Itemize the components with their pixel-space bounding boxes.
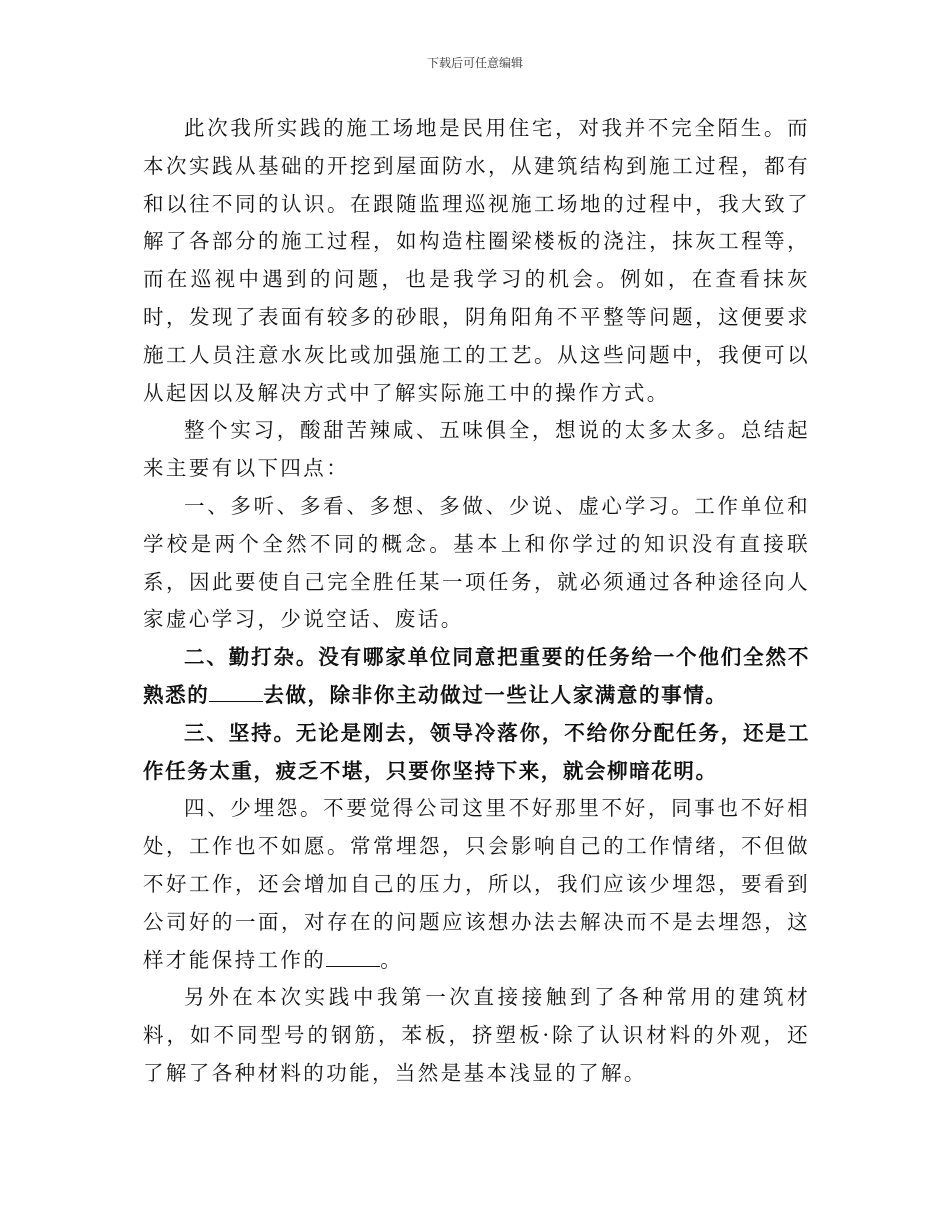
page-header: 下载后可任意编辑 — [426, 56, 523, 70]
paragraph-point-four — [143, 790, 810, 979]
point-two-text-before: 二、勤打杂。没有哪家单位同意把重要的任务给一个他们全然不熟悉的 — [143, 645, 810, 707]
document-body — [143, 110, 810, 1093]
paragraph-point-one: 一、多听、多看、多想、多做、少说、虚心学习。工作单位和学校是两个全然不同的概念。基本上和你学过的知识没有直接联系，因此要使自己完全胜任某一项任务，就必须通过各种途径向人家虚心学习，少说空话、废话。 — [143, 493, 810, 632]
point-two-text-after: 去做，除非你主动做过一些让人家满意的事情。 — [263, 682, 728, 707]
paragraph-point-three: 三、坚持。无论是刚去，领导冷落你，不给你分配任务，还是工作任务太重，疲乏不堪，只要你坚持下来，就会柳暗花明。 — [143, 720, 810, 783]
point-four-text-before: 四、少埋怨。不要觉得公司这里不好那里不好，同事也不好相处，工作也不如愿。常常埋怨，只会影响自己的工作情绪，不但做不好工作，还会增加自己的压力，所以，我们应该少埋怨，要看到公司好的一面，对存在的问题应该想办法去解决而不是去埋怨，这样才能保持工作的 — [143, 796, 810, 972]
point-four-text-after: 。 — [380, 947, 404, 972]
paragraph-point-two — [143, 639, 810, 715]
paragraph-materials: 另外在本次实践中我第一次直接接触到了各种常用的建筑材料，如不同型号的钢筋，苯板，挤塑板·除了认识材料的外观，还了解了各种材料的功能，当然是基本浅显的了解。 — [143, 985, 810, 1085]
paragraph-construction-site: 此次我所实践的施工场地是民用住宅，对我并不完全陌生。而本次实践从基础的开挖到屋面防水，从建筑结构到施工过程，都有和以往不同的认识。在跟随监理巡视施工场地的过程中，我大致了解了各部分的施工过程，如构造柱圈梁楼板的浇注，抹灰工程等，而在巡视中遇到的问题，也是我学习的机会。例如，在查看抹灰时，发现了表面有较多的砂眼，阴角阳角不平整等问题，这便要求施工人员注意水灰比或加强施工的工艺。从这些问题中，我便可以从起因以及解决方式中了解实际施工中的操作方式。 — [143, 116, 810, 405]
fill-in-blank — [209, 680, 263, 702]
fill-in-blank — [326, 945, 380, 967]
paragraph-summary-intro: 整个实习，酸甜苦辣咸、五味俱全，想说的太多太多。总结起来主要有以下四点： — [143, 418, 810, 481]
